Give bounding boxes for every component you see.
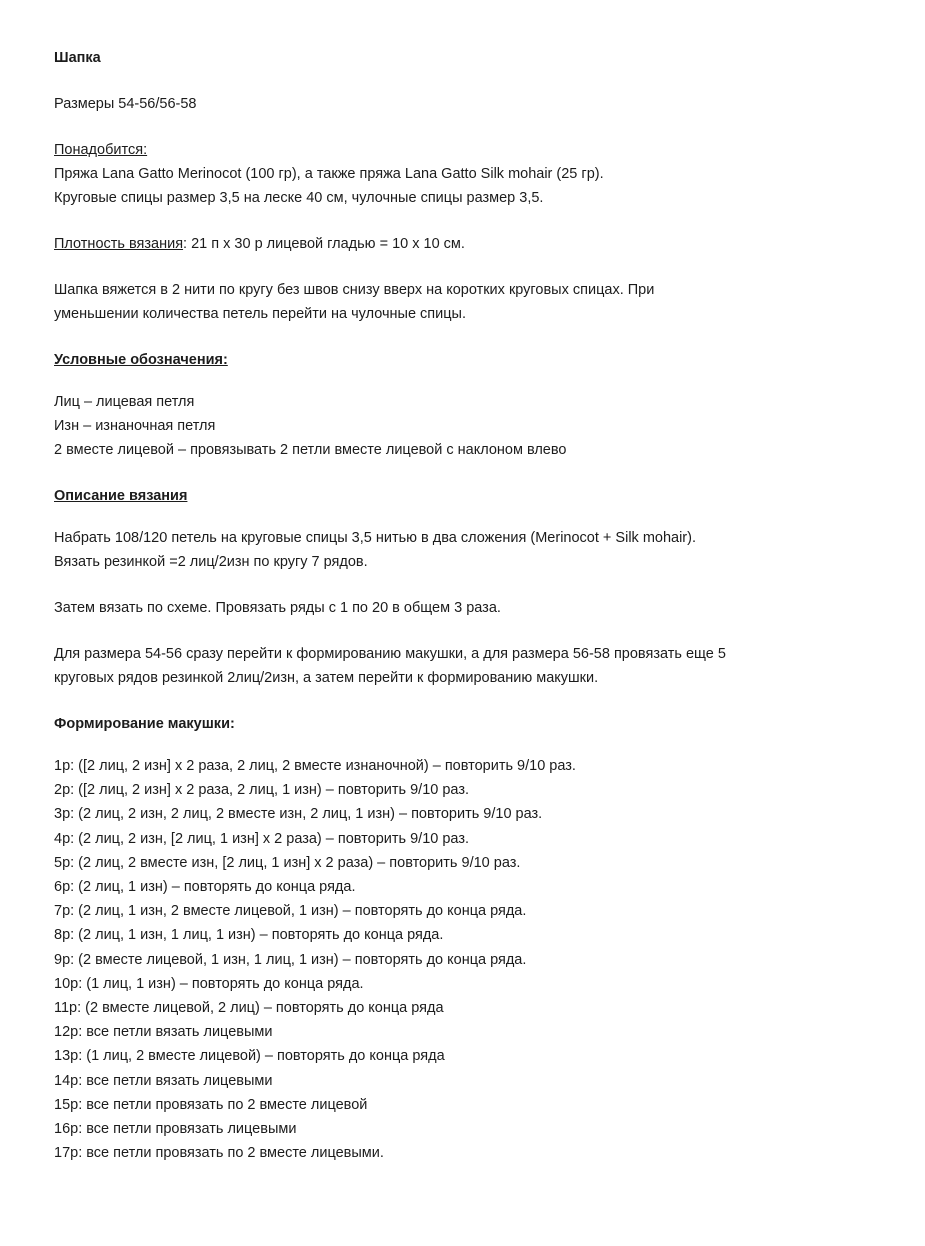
gauge-text: : 21 п х 30 р лицевой гладью = 10 х 10 см. [183, 236, 465, 252]
crown-row: 4р: (2 лиц, 2 изн, [2 лиц, 1 изн] х 2 раза) – повторить 9/10 раз. [54, 830, 470, 847]
crown-row: 13р: (1 лиц, 2 вместе лицевой) – повторять до конца ряда [54, 1048, 445, 1065]
materials-line: Круговые спицы размер 3,5 на леске 40 см, чулочные спицы размер 3,5. [54, 190, 544, 206]
crown-row: 5р: (2 лиц, 2 вместе изн, [2 лиц, 1 изн] х 2 раза) – повторить 9/10 раз. [54, 854, 521, 871]
crown-row: 9р: (2 вместе лицевой, 1 изн, 1 лиц, 1 изн) – повторять до конца ряда. [54, 951, 527, 968]
crown-row: 17р: все петли провязать по 2 вместе лицевыми. [54, 1145, 384, 1162]
intro-paragraph [54, 278, 895, 326]
legend-section [54, 348, 895, 462]
crown-row: 10р: (1 лиц, 1 изн) – повторять до конца ряда. [54, 975, 364, 992]
crown-row: 1р: ([2 лиц, 2 изн] х 2 раза, 2 лиц, 2 вместе изнаночной) – повторить 9/10 раз. [54, 758, 576, 774]
crown-row: 15р: все петли провязать по 2 вместе лицевой [54, 1096, 368, 1113]
crown-row-list [54, 754, 895, 1165]
description-line: Затем вязать по схеме. Провязать ряды с 1 по 20 в общем 3 раза. [54, 600, 501, 616]
legend-item: Изн – изнаночная петля [54, 418, 216, 434]
legend-item: Лиц – лицевая петля [54, 394, 195, 410]
document-title: Шапка [54, 50, 101, 66]
crown-row: 3р: (2 лиц, 2 изн, 2 лиц, 2 вместе изн, 2 лиц, 1 изн) – повторить 9/10 раз. [54, 806, 543, 823]
intro-line: Шапка вяжется в 2 нити по кругу без швов снизу вверх на коротких круговых спицах. При [54, 282, 655, 298]
materials-section [54, 138, 895, 210]
gauge-line [54, 232, 895, 256]
intro-line: уменьшении количества петель перейти на чулочные спицы. [54, 306, 467, 322]
legend-item: 2 вместе лицевой – провязывать 2 петли вместе лицевой с наклоном влево [54, 442, 567, 458]
legend-heading: Условные обозначения: [54, 352, 228, 368]
crown-row: 6р: (2 лиц, 1 изн) – повторять до конца ряда. [54, 879, 356, 896]
description-line: Набрать 108/120 петель на круговые спицы 3,5 нитью в два сложения (Merinocot + Silk mohair). [54, 530, 696, 546]
crown-row: 14р: все петли вязать лицевыми [54, 1072, 273, 1089]
description-line: круговых рядов резинкой 2лиц/2изн, а затем перейти к формированию макушки. [54, 670, 599, 686]
description-heading: Описание вязания [54, 488, 188, 504]
description-line: Вязать резинкой =2 лиц/2изн по кругу 7 рядов. [54, 554, 368, 570]
materials-heading: Понадобится: [54, 142, 148, 158]
crown-row: 11р: (2 вместе лицевой, 2 лиц) – повторять до конца ряда [54, 1000, 444, 1017]
crown-row: 7р: (2 лиц, 1 изн, 2 вместе лицевой, 1 изн) – повторять до конца ряда. [54, 903, 527, 920]
description-line: Для размера 54-56 сразу перейти к формированию макушки, а для размера 56-58 провязать еще 5 [54, 646, 726, 662]
crown-row: 16р: все петли провязать лицевыми [54, 1121, 297, 1138]
materials-line: Пряжа Lana Gatto Merinocot (100 гр), а также пряжа Lana Gatto Silk mohair (25 гр). [54, 166, 604, 182]
crown-heading: Формирование макушки: [54, 716, 235, 732]
gauge-label: Плотность вязания [54, 236, 184, 252]
description-section [54, 484, 895, 690]
crown-row: 8р: (2 лиц, 1 изн, 1 лиц, 1 изн) – повторять до конца ряда. [54, 927, 444, 944]
crown-row: 2р: ([2 лиц, 2 изн] х 2 раза, 2 лиц, 1 изн) – повторить 9/10 раз. [54, 782, 470, 799]
crown-section [54, 712, 895, 1165]
crown-row: 12р: все петли вязать лицевыми [54, 1024, 273, 1041]
sizes-text: Размеры 54-56/56-58 [54, 96, 197, 112]
